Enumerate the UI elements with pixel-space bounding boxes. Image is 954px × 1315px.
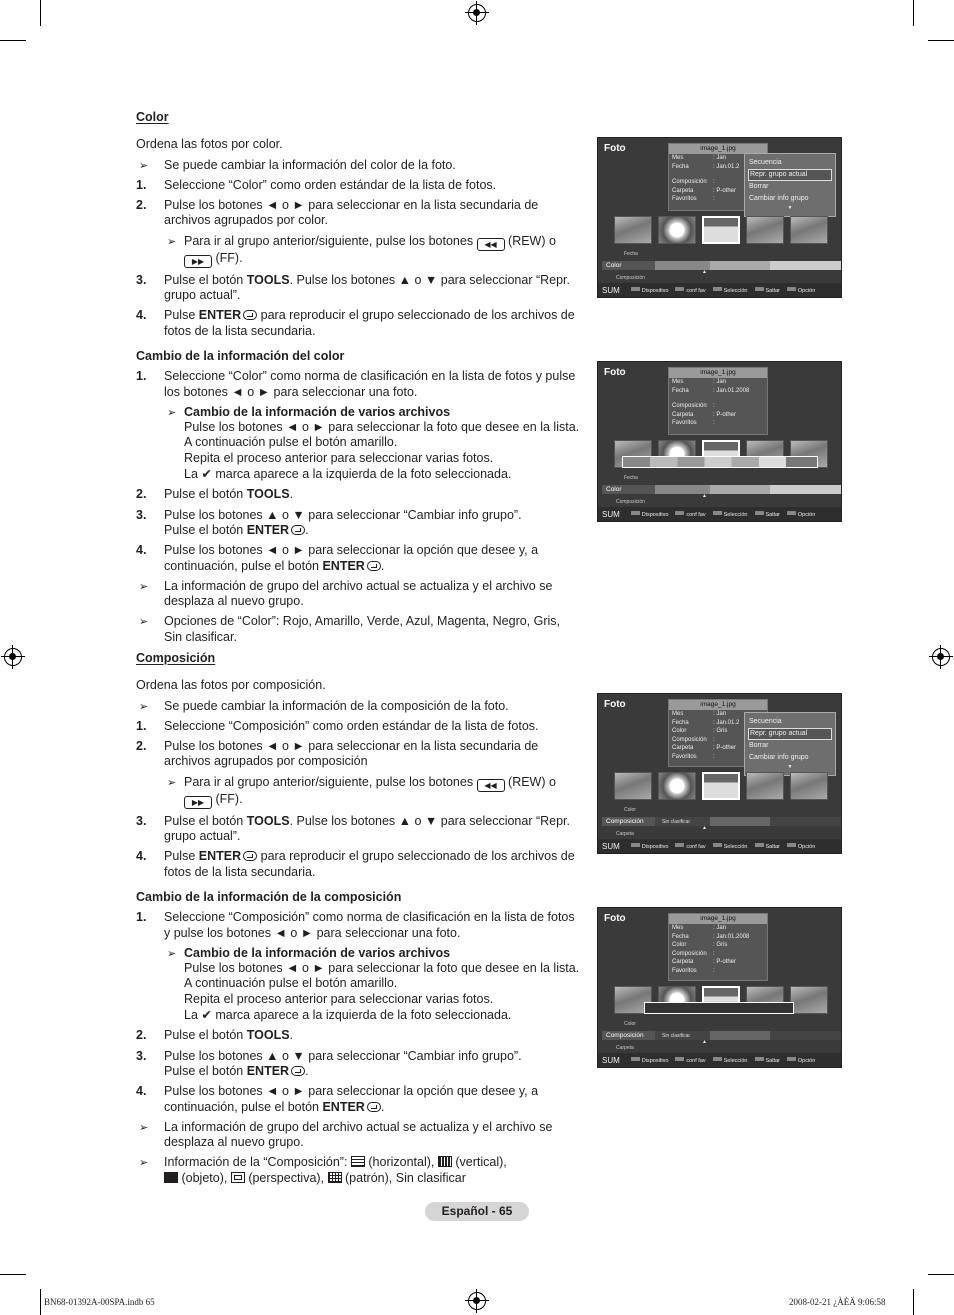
- crop-mark: [913, 1289, 914, 1315]
- enter-icon: [243, 851, 257, 861]
- info-row: Favoritos :: [672, 967, 715, 974]
- group-label: Carpeta: [616, 1045, 634, 1051]
- info-row: Fecha : Jan.01.2008: [672, 387, 750, 394]
- file-name: image_1.jpg: [669, 700, 767, 710]
- caret-icon: ▲: [702, 825, 707, 831]
- page-number: Español - 65: [425, 1202, 529, 1221]
- file-name: image_1.jpg: [669, 144, 767, 154]
- enter-icon: [367, 561, 381, 571]
- info-row: Composición :: [672, 403, 715, 409]
- info-row: Favoritos :: [672, 196, 715, 202]
- info-row: Carpeta : P-other: [672, 187, 737, 194]
- info-row: Favoritos :: [672, 420, 715, 426]
- tv-footer: SUM Dispositivo conf fav Selección Saltar Opción: [598, 507, 841, 521]
- registration-mark-icon: [932, 648, 950, 666]
- info-row: Carpeta : P-other: [672, 959, 737, 965]
- info-row: Mes : Jan: [672, 379, 727, 385]
- tv-screenshot: [597, 361, 842, 522]
- group-label: Composición: [616, 499, 645, 505]
- file-name: image_1.jpg: [669, 914, 767, 924]
- caret-icon: ▲: [702, 493, 707, 499]
- object-icon: [164, 1172, 178, 1183]
- info-row: Fecha : Jan.01.2008: [672, 933, 750, 940]
- group-label: Color: [624, 807, 636, 813]
- thumbnail-row: [614, 216, 828, 244]
- color-option-strip[interactable]: [622, 456, 818, 468]
- photo-thumbnail[interactable]: [790, 986, 828, 1014]
- checkmark-icon: ✔: [201, 1007, 212, 1023]
- info-panel: [668, 367, 768, 435]
- scroll-down-icon: ▼: [787, 764, 793, 770]
- group-label: Composición: [616, 275, 645, 281]
- info-row: Mes : Jan: [672, 155, 727, 161]
- horizontal-icon: [351, 1156, 365, 1167]
- menu-item-secuencia[interactable]: Secuencia: [749, 718, 782, 725]
- info-row: Carpeta : P-other: [672, 411, 737, 418]
- sort-label: Color: [606, 486, 622, 493]
- note: ➢ Cambio de la información de varios archivos Pulse los botones ◄ o ► para seleccionar la foto que desee en la lista. A continuación pulse el botón amarillo. Repita el proceso anterior para seleccionar varias fotos. La ✔ marca aparece a la izquierda de la foto seleccionada.: [164, 405, 581, 482]
- registration-mark-icon: [468, 1292, 486, 1310]
- crop-mark: [913, 0, 914, 26]
- photo-thumbnail[interactable]: [790, 772, 828, 800]
- composition-option-strip[interactable]: [644, 1002, 794, 1014]
- tv-footer: SUM Dispositivo conf fav Selección Saltar Opción: [598, 283, 841, 297]
- scroll-down-icon: ▼: [787, 205, 793, 211]
- photo-thumbnail[interactable]: [614, 216, 652, 244]
- photo-thumbnail[interactable]: [614, 772, 652, 800]
- info-row: Carpeta : P-other: [672, 745, 737, 751]
- perspective-icon: [231, 1172, 245, 1183]
- menu-item-cambiar-info-grupo[interactable]: Cambiar info grupo: [749, 195, 809, 202]
- crop-mark: [928, 40, 954, 41]
- step: 4. Pulse ENTER para reproducir el grupo seleccionado de los archivos de fotos de la lista secundaria.: [136, 308, 575, 338]
- menu-item-repr-grupo-actual[interactable]: Repr. grupo actual: [748, 728, 832, 740]
- info-row: Color : Gris: [672, 728, 728, 734]
- rew-button-icon: ◀◀: [477, 779, 505, 792]
- section-title: Composición: [136, 651, 216, 665]
- info-row: Fecha : Jan.01.2: [672, 163, 740, 170]
- menu-item-borrar[interactable]: Borrar: [749, 183, 769, 190]
- sort-label: Color: [606, 262, 622, 269]
- print-date-info: 2008-02-21 ¿ÀÈÄ 9:06:58: [789, 1297, 886, 1307]
- caret-icon: ▲: [702, 1039, 707, 1045]
- tools-menu[interactable]: [744, 153, 836, 217]
- tv-footer: SUM Dispositivo conf fav Selección Saltar Opción: [598, 1053, 841, 1067]
- registration-mark-icon: [4, 648, 22, 666]
- group-bar[interactable]: [602, 485, 842, 494]
- note: ➢ Para ir al grupo anterior/siguiente, pulse los botones ◀◀ (REW) o ▶▶ (FF).: [164, 234, 581, 268]
- info-row: Composición :: [672, 179, 715, 185]
- tv-screenshot: [597, 907, 842, 1068]
- sort-label: Composición: [606, 1032, 644, 1039]
- menu-item-secuencia[interactable]: Secuencia: [749, 159, 782, 166]
- tools-menu[interactable]: [744, 712, 836, 776]
- crop-mark: [928, 1274, 954, 1275]
- enter-icon: [243, 310, 257, 320]
- sort-label: Composición: [606, 818, 644, 825]
- note: ➢ Información de la “Composición”: (horizontal), (vertical), (objeto), (perspectiva), (patrón), Sin clasificar: [136, 1155, 581, 1186]
- step: 3. Pulse los botones ▲ o ▼ para seleccionar “Cambiar info grupo”. Pulse el botón ENTER .: [136, 507, 522, 537]
- screen-title: Foto: [604, 143, 626, 154]
- ff-button-icon: ▶▶: [184, 255, 212, 268]
- rew-button-icon: ◀◀: [477, 238, 505, 251]
- note: ➢ La información de grupo del archivo actual se actualiza y el archivo se desplaza al nuevo grupo.: [136, 1120, 581, 1151]
- step: 2. Pulse el botón TOOLS.: [136, 487, 294, 502]
- step: 1. Seleccione “Composición” como norma de clasificación en la lista de fotos y pulse los botones ◄ o ► para seleccionar una foto. ➢ Cambio de la información de varios archivos Pulse los botones ◄ o ► para seleccionar la foto que desee en la lista. A continuación pulse el botón amarillo. Repita el proceso anterior para seleccionar varias fotos. La ✔ marca aparece a la izquierda de la foto seleccionada.: [136, 910, 581, 1023]
- subsection-title: Cambio de la información de la composición: [136, 889, 402, 904]
- menu-item-borrar[interactable]: Borrar: [749, 742, 769, 749]
- enter-icon: [367, 1102, 381, 1112]
- info-row: Composición :: [672, 736, 715, 743]
- crop-mark: [0, 1274, 26, 1275]
- ff-button-icon: ▶▶: [184, 796, 212, 809]
- screen-title: Foto: [604, 699, 626, 710]
- group-label: Carpeta: [616, 831, 634, 837]
- group-label: Fecha: [624, 475, 638, 481]
- tv-footer: SUM Dispositivo conf fav Selección Saltar Opción: [598, 839, 841, 853]
- caret-icon: ▲: [702, 269, 707, 275]
- step: 3. Pulse el botón TOOLS. Pulse los botones ▲ o ▼ para seleccionar “Repr. grupo actual”.: [136, 272, 571, 303]
- info-row: Fecha : Jan.01.2: [672, 719, 740, 726]
- info-row: Mes : Jan: [672, 711, 727, 717]
- pattern-icon: [328, 1172, 342, 1183]
- step: 4. Pulse los botones ◄ o ► para seleccionar la opción que desee y, a continuación, pulse el botón ENTER .: [136, 543, 539, 573]
- group-label: Color: [624, 1021, 636, 1027]
- thumbnail-row: [614, 772, 828, 800]
- screen-title: Foto: [604, 913, 626, 924]
- registration-mark-icon: [468, 4, 486, 22]
- photo-thumbnail[interactable]: [702, 216, 740, 244]
- enter-icon: [291, 525, 305, 535]
- step: 1. Seleccione “Color” como orden estándar de la lista de fotos.: [136, 177, 497, 192]
- note: ➢ Se puede cambiar la información de la composición de la foto.: [136, 699, 581, 714]
- menu-item-repr-grupo-actual[interactable]: Repr. grupo actual: [748, 169, 832, 181]
- group-bar[interactable]: [602, 261, 842, 270]
- photo-thumbnail[interactable]: [746, 216, 784, 244]
- step: 1. Seleccione “Composición” como orden estándar de la lista de fotos.: [136, 718, 539, 733]
- step: 3. Pulse los botones ▲ o ▼ para seleccionar “Cambiar info grupo”. Pulse el botón ENTER .: [136, 1048, 522, 1078]
- vertical-icon: [438, 1156, 452, 1167]
- enter-icon: [291, 1066, 305, 1076]
- step: 4. Pulse ENTER para reproducir el grupo seleccionado de los archivos de fotos de la lista secundaria.: [136, 849, 575, 879]
- info-panel: [668, 913, 768, 981]
- crop-mark: [40, 0, 41, 26]
- step: 2. Pulse el botón TOOLS.: [136, 1028, 294, 1043]
- tv-screenshot: [597, 137, 842, 298]
- step: 2. Pulse los botones ◄ o ► para seleccionar en la lista secundaria de archivos agrupados por color. ➢ Para ir al grupo anterior/siguiente, pulse los botones ◀◀ (REW) o ▶▶ (FF).: [136, 198, 581, 268]
- intro: Ordena las fotos por composición.: [136, 678, 326, 693]
- step: 2. Pulse los botones ◄ o ► para seleccionar en la lista secundaria de archivos agrupados por composición ➢ Para ir al grupo anterior/siguiente, pulse los botones ◀◀ (REW) o ▶▶ (FF).: [136, 739, 581, 809]
- photo-thumbnail[interactable]: [658, 216, 696, 244]
- screen-title: Foto: [604, 367, 626, 378]
- info-row: Color : Gris: [672, 942, 728, 948]
- step: 3. Pulse el botón TOOLS. Pulse los botones ▲ o ▼ para seleccionar “Repr. grupo actual”.: [136, 813, 571, 844]
- note: ➢ Para ir al grupo anterior/siguiente, pulse los botones ◀◀ (REW) o ▶▶ (FF).: [164, 775, 581, 809]
- section-title: Color: [136, 110, 169, 124]
- file-name: image_1.jpg: [669, 368, 767, 378]
- step: 1. Seleccione “Color” como norma de clasificación en la lista de fotos y pulse los botones ◄ o ► para seleccionar una foto. ➢ Cambio de la información de varios archivos Pulse los botones ◄ o ► para seleccionar la foto que desee en la lista. A continuación pulse el botón amarillo. Repita el proceso anterior para seleccionar varias fotos. La ✔ marca aparece a la izquierda de la foto seleccionada.: [136, 369, 581, 482]
- print-file-info: BN68-01392A-00SPA.indb 65: [44, 1297, 155, 1307]
- note: ➢ Se puede cambiar la información del color de la foto.: [136, 158, 581, 173]
- tv-screenshot: [597, 693, 842, 854]
- note: ➢ Opciones de “Color”: Rojo, Amarillo, Verde, Azul, Magenta, Negro, Gris, Sin clasificar.: [136, 614, 581, 645]
- photo-thumbnail[interactable]: [746, 772, 784, 800]
- group-value: Sin clasificar: [662, 1033, 691, 1039]
- intro: Ordena las fotos por color.: [136, 137, 283, 152]
- photo-thumbnail[interactable]: [790, 216, 828, 244]
- info-row: Composición :: [672, 950, 715, 957]
- subsection-title: Cambio de la información del color: [136, 348, 345, 363]
- note: ➢ La información de grupo del archivo actual se actualiza y el archivo se desplaza al nuevo grupo.: [136, 579, 581, 610]
- photo-thumbnail[interactable]: [658, 772, 696, 800]
- info-row: Mes : Jan: [672, 925, 727, 931]
- checkmark-icon: ✔: [201, 466, 212, 482]
- composition-section: [136, 651, 581, 1191]
- menu-item-cambiar-info-grupo[interactable]: Cambiar info grupo: [749, 754, 809, 761]
- info-row: Favoritos :: [672, 753, 715, 760]
- group-value: Sin clasificar: [662, 819, 691, 825]
- photo-thumbnail[interactable]: [702, 772, 740, 800]
- color-section: [136, 110, 581, 650]
- note: ➢ Cambio de la información de varios archivos Pulse los botones ◄ o ► para seleccionar la foto que desee en la lista. A continuación pulse el botón amarillo. Repita el proceso anterior para seleccionar varias fotos. La ✔ marca aparece a la izquierda de la foto seleccionada.: [164, 946, 581, 1023]
- group-label: Fecha: [624, 251, 638, 257]
- crop-mark: [0, 40, 26, 41]
- crop-mark: [40, 1289, 41, 1315]
- step: 4. Pulse los botones ◄ o ► para seleccionar la opción que desee y, a continuación, pulse el botón ENTER .: [136, 1084, 539, 1114]
